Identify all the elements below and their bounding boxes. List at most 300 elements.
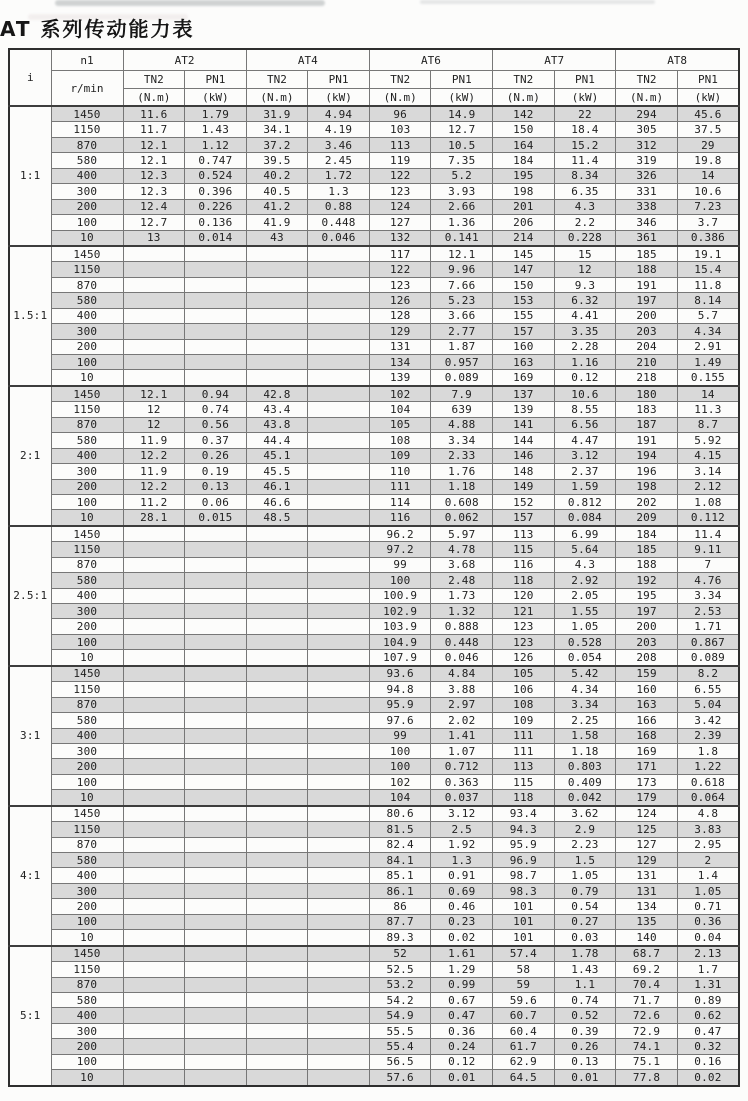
value-cell: 0.014 xyxy=(185,230,247,246)
value-cell xyxy=(123,308,185,323)
value-cell xyxy=(308,479,370,494)
table-row xyxy=(9,930,739,946)
value-cell xyxy=(123,930,185,946)
value-cell xyxy=(246,1008,308,1023)
value-cell: 12.1 xyxy=(123,386,185,402)
value-cell xyxy=(308,822,370,837)
value-cell xyxy=(185,790,247,806)
value-cell: 0.32 xyxy=(677,1039,739,1054)
value-cell xyxy=(308,899,370,914)
value-cell xyxy=(308,962,370,977)
value-cell: 194 xyxy=(616,448,678,463)
value-cell: 55.5 xyxy=(369,1023,431,1038)
value-cell: 96.9 xyxy=(493,853,555,868)
value-cell: 6.32 xyxy=(554,293,616,308)
value-cell: 93.6 xyxy=(369,666,431,682)
value-cell: 198 xyxy=(493,184,555,199)
value-cell xyxy=(246,883,308,898)
table-row xyxy=(9,479,739,494)
value-cell: 43.8 xyxy=(246,417,308,432)
value-cell: 106 xyxy=(493,682,555,697)
value-cell xyxy=(185,743,247,758)
value-cell: 147 xyxy=(493,262,555,277)
value-cell: 0.608 xyxy=(431,494,493,509)
value-cell: 14 xyxy=(677,386,739,402)
value-cell: 5.7 xyxy=(677,308,739,323)
value-cell xyxy=(123,914,185,929)
value-cell: 218 xyxy=(616,370,678,386)
value-cell: 1.73 xyxy=(431,588,493,603)
value-cell xyxy=(185,1008,247,1023)
value-cell: 0.02 xyxy=(431,930,493,946)
value-cell xyxy=(246,370,308,386)
value-cell: 201 xyxy=(493,199,555,214)
value-cell: 70.4 xyxy=(616,977,678,992)
speed-cell: 200 xyxy=(51,899,123,914)
value-cell xyxy=(246,899,308,914)
value-cell xyxy=(308,930,370,946)
table-row xyxy=(9,510,739,526)
value-cell: 77.8 xyxy=(616,1070,678,1086)
value-cell xyxy=(246,619,308,634)
value-cell: 122 xyxy=(369,168,431,183)
value-cell xyxy=(185,930,247,946)
speed-cell: 870 xyxy=(51,277,123,292)
value-cell: 0.03 xyxy=(554,930,616,946)
speed-cell: 400 xyxy=(51,588,123,603)
value-cell: 55.4 xyxy=(369,1039,431,1054)
speed-cell: 1450 xyxy=(51,246,123,262)
value-cell: 107.9 xyxy=(369,650,431,666)
value-cell: 183 xyxy=(616,402,678,417)
value-cell: 13 xyxy=(123,230,185,246)
value-cell: 180 xyxy=(616,386,678,402)
value-cell: 95.9 xyxy=(493,837,555,852)
value-cell xyxy=(308,977,370,992)
value-cell: 0.19 xyxy=(185,464,247,479)
value-cell xyxy=(246,868,308,883)
table-row xyxy=(9,713,739,728)
value-cell: 8.14 xyxy=(677,293,739,308)
value-cell xyxy=(308,526,370,542)
table-row xyxy=(9,137,739,152)
value-cell xyxy=(246,853,308,868)
value-cell xyxy=(246,682,308,697)
value-cell: 10.6 xyxy=(677,184,739,199)
value-cell: 0.13 xyxy=(554,1054,616,1069)
value-cell xyxy=(246,355,308,370)
value-cell: 14.9 xyxy=(431,106,493,122)
value-cell: 45.1 xyxy=(246,448,308,463)
value-cell: 5.23 xyxy=(431,293,493,308)
value-cell: 214 xyxy=(493,230,555,246)
value-cell xyxy=(123,743,185,758)
value-cell xyxy=(123,759,185,774)
value-cell: 3.66 xyxy=(431,308,493,323)
value-cell xyxy=(246,806,308,822)
header-pn1: PN1 xyxy=(185,71,247,89)
value-cell: 101 xyxy=(493,914,555,929)
value-cell: 94.8 xyxy=(369,682,431,697)
speed-cell: 300 xyxy=(51,883,123,898)
value-cell xyxy=(308,542,370,557)
value-cell xyxy=(308,728,370,743)
value-cell: 41.2 xyxy=(246,199,308,214)
value-cell: 5.97 xyxy=(431,526,493,542)
value-cell: 12.3 xyxy=(123,168,185,183)
value-cell: 0.04 xyxy=(677,930,739,946)
value-cell: 0.228 xyxy=(554,230,616,246)
value-cell: 1.18 xyxy=(554,743,616,758)
value-cell: 0.74 xyxy=(185,402,247,417)
value-cell: 34.1 xyxy=(246,122,308,137)
value-cell: 111 xyxy=(493,728,555,743)
value-cell: 100.9 xyxy=(369,588,431,603)
value-cell xyxy=(185,1070,247,1086)
value-cell: 157 xyxy=(493,510,555,526)
value-cell: 3.88 xyxy=(431,682,493,697)
value-cell: 206 xyxy=(493,215,555,230)
table-row xyxy=(9,168,739,183)
value-cell: 15.2 xyxy=(554,137,616,152)
value-cell: 2 xyxy=(677,853,739,868)
value-cell: 0.12 xyxy=(431,1054,493,1069)
value-cell xyxy=(185,355,247,370)
value-cell: 2.53 xyxy=(677,604,739,619)
value-cell: 11.7 xyxy=(123,122,185,137)
value-cell: 12.2 xyxy=(123,479,185,494)
value-cell: 0.618 xyxy=(677,774,739,789)
value-cell xyxy=(123,697,185,712)
value-cell xyxy=(123,899,185,914)
value-cell: 43.4 xyxy=(246,402,308,417)
value-cell: 5.42 xyxy=(554,666,616,682)
value-cell xyxy=(308,324,370,339)
table-row xyxy=(9,293,739,308)
value-cell: 94.3 xyxy=(493,822,555,837)
value-cell: 203 xyxy=(616,324,678,339)
value-cell: 118 xyxy=(493,573,555,588)
speed-cell: 1450 xyxy=(51,106,123,122)
value-cell xyxy=(308,339,370,354)
value-cell: 191 xyxy=(616,277,678,292)
value-cell: 0.046 xyxy=(431,650,493,666)
header-rmin: r/min xyxy=(51,71,123,107)
value-cell: 0.448 xyxy=(431,634,493,649)
value-cell: 37.5 xyxy=(677,122,739,137)
value-cell: 319 xyxy=(616,153,678,168)
speed-cell: 100 xyxy=(51,1054,123,1069)
value-cell: 12.1 xyxy=(123,137,185,152)
value-cell: 9.11 xyxy=(677,542,739,557)
ratio-cell: 3:1 xyxy=(9,666,51,806)
value-cell xyxy=(123,1039,185,1054)
header-group-at4: AT4 xyxy=(246,49,369,71)
speed-cell: 400 xyxy=(51,1008,123,1023)
speed-cell: 200 xyxy=(51,479,123,494)
header-tn2: TN2 xyxy=(616,71,678,89)
value-cell: 58 xyxy=(493,962,555,977)
value-cell: 142 xyxy=(493,106,555,122)
value-cell xyxy=(246,1054,308,1069)
value-cell: 123 xyxy=(493,634,555,649)
value-cell: 2.28 xyxy=(554,339,616,354)
speed-cell: 10 xyxy=(51,790,123,806)
value-cell: 208 xyxy=(616,650,678,666)
value-cell: 109 xyxy=(493,713,555,728)
value-cell xyxy=(308,946,370,962)
value-cell: 85.1 xyxy=(369,868,431,883)
value-cell: 0.94 xyxy=(185,386,247,402)
header-unit-kw: (kW) xyxy=(554,89,616,107)
value-cell: 163 xyxy=(616,697,678,712)
value-cell xyxy=(185,619,247,634)
value-cell xyxy=(123,339,185,354)
value-cell xyxy=(246,262,308,277)
value-cell: 195 xyxy=(616,588,678,603)
value-cell: 53.2 xyxy=(369,977,431,992)
value-cell: 96 xyxy=(369,106,431,122)
value-cell: 3.34 xyxy=(554,697,616,712)
value-cell: 0.396 xyxy=(185,184,247,199)
value-cell xyxy=(123,604,185,619)
value-cell xyxy=(123,355,185,370)
value-cell xyxy=(123,1070,185,1086)
value-cell: 166 xyxy=(616,713,678,728)
speed-cell: 300 xyxy=(51,184,123,199)
value-cell xyxy=(308,1023,370,1038)
value-cell: 149 xyxy=(493,479,555,494)
value-cell: 10.5 xyxy=(431,137,493,152)
value-cell: 96.2 xyxy=(369,526,431,542)
value-cell xyxy=(123,682,185,697)
value-cell: 3.14 xyxy=(677,464,739,479)
value-cell: 0.23 xyxy=(431,914,493,929)
value-cell: 72.9 xyxy=(616,1023,678,1038)
value-cell xyxy=(185,962,247,977)
value-cell: 2.39 xyxy=(677,728,739,743)
value-cell: 12.1 xyxy=(431,246,493,262)
value-cell: 1.31 xyxy=(677,977,739,992)
value-cell xyxy=(185,370,247,386)
scan-artifact xyxy=(420,0,655,4)
speed-cell: 10 xyxy=(51,650,123,666)
scan-artifact xyxy=(55,0,325,6)
value-cell: 6.35 xyxy=(554,184,616,199)
table-row xyxy=(9,1008,739,1023)
value-cell: 1.07 xyxy=(431,743,493,758)
value-cell xyxy=(308,433,370,448)
value-cell: 1.3 xyxy=(308,184,370,199)
value-cell: 0.386 xyxy=(677,230,739,246)
value-cell: 1.78 xyxy=(554,946,616,962)
value-cell: 100 xyxy=(369,573,431,588)
value-cell xyxy=(185,277,247,292)
value-cell: 338 xyxy=(616,199,678,214)
speed-cell: 1150 xyxy=(51,542,123,557)
speed-cell: 1150 xyxy=(51,822,123,837)
value-cell: 192 xyxy=(616,573,678,588)
value-cell: 4.88 xyxy=(431,417,493,432)
value-cell: 98.3 xyxy=(493,883,555,898)
value-cell xyxy=(308,619,370,634)
value-cell: 2.45 xyxy=(308,153,370,168)
value-cell: 4.76 xyxy=(677,573,739,588)
value-cell: 86.1 xyxy=(369,883,431,898)
value-cell: 2.33 xyxy=(431,448,493,463)
value-cell xyxy=(308,743,370,758)
value-cell: 2.5 xyxy=(431,822,493,837)
value-cell xyxy=(308,697,370,712)
table-row xyxy=(9,184,739,199)
header-ratio: i xyxy=(9,49,51,106)
value-cell xyxy=(123,946,185,962)
value-cell: 171 xyxy=(616,759,678,774)
value-cell: 116 xyxy=(493,557,555,572)
value-cell: 1.87 xyxy=(431,339,493,354)
value-cell: 59 xyxy=(493,977,555,992)
value-cell: 6.55 xyxy=(677,682,739,697)
value-cell: 0.26 xyxy=(185,448,247,463)
table-row xyxy=(9,355,739,370)
value-cell: 3.42 xyxy=(677,713,739,728)
value-cell: 150 xyxy=(493,277,555,292)
value-cell: 2.97 xyxy=(431,697,493,712)
value-cell xyxy=(123,806,185,822)
value-cell xyxy=(308,790,370,806)
value-cell: 184 xyxy=(616,526,678,542)
value-cell xyxy=(308,588,370,603)
value-cell: 127 xyxy=(369,215,431,230)
header-tn2: TN2 xyxy=(246,71,308,89)
value-cell: 3.34 xyxy=(431,433,493,448)
value-cell xyxy=(246,1039,308,1054)
speed-cell: 300 xyxy=(51,1023,123,1038)
value-cell xyxy=(185,634,247,649)
value-cell: 45.5 xyxy=(246,464,308,479)
value-cell xyxy=(308,868,370,883)
value-cell xyxy=(308,853,370,868)
value-cell: 123 xyxy=(369,277,431,292)
value-cell xyxy=(308,1039,370,1054)
speed-cell: 580 xyxy=(51,573,123,588)
table-row xyxy=(9,962,739,977)
value-cell: 0.02 xyxy=(677,1070,739,1086)
speed-cell: 10 xyxy=(51,1070,123,1086)
value-cell: 120 xyxy=(493,588,555,603)
value-cell: 71.7 xyxy=(616,992,678,1007)
value-cell: 108 xyxy=(493,697,555,712)
value-cell xyxy=(123,1023,185,1038)
value-cell: 54.2 xyxy=(369,992,431,1007)
value-cell: 0.888 xyxy=(431,619,493,634)
value-cell: 111 xyxy=(369,479,431,494)
speed-cell: 100 xyxy=(51,494,123,509)
speed-cell: 300 xyxy=(51,743,123,758)
value-cell: 5.92 xyxy=(677,433,739,448)
value-cell xyxy=(308,277,370,292)
value-cell: 134 xyxy=(369,355,431,370)
value-cell: 3.46 xyxy=(308,137,370,152)
value-cell: 200 xyxy=(616,619,678,634)
value-cell xyxy=(123,1008,185,1023)
table-row xyxy=(9,433,739,448)
value-cell xyxy=(185,946,247,962)
value-cell xyxy=(185,806,247,822)
value-cell xyxy=(123,774,185,789)
value-cell: 305 xyxy=(616,122,678,137)
header-unit-kw: (kW) xyxy=(677,89,739,107)
value-cell: 4.34 xyxy=(677,324,739,339)
value-cell xyxy=(246,822,308,837)
speed-cell: 400 xyxy=(51,168,123,183)
value-cell: 113 xyxy=(369,137,431,152)
value-cell: 129 xyxy=(369,324,431,339)
value-cell: 196 xyxy=(616,464,678,479)
value-cell: 114 xyxy=(369,494,431,509)
value-cell: 12.7 xyxy=(123,215,185,230)
value-cell: 7 xyxy=(677,557,739,572)
capacity-table xyxy=(8,48,740,1087)
value-cell: 40.5 xyxy=(246,184,308,199)
value-cell: 0.747 xyxy=(185,153,247,168)
value-cell: 145 xyxy=(493,246,555,262)
value-cell: 54.9 xyxy=(369,1008,431,1023)
value-cell xyxy=(308,262,370,277)
value-cell xyxy=(185,573,247,588)
value-cell: 45.6 xyxy=(677,106,739,122)
value-cell: 1.61 xyxy=(431,946,493,962)
value-cell: 169 xyxy=(493,370,555,386)
value-cell xyxy=(308,634,370,649)
value-cell: 31.9 xyxy=(246,106,308,122)
value-cell: 1.58 xyxy=(554,728,616,743)
value-cell: 146 xyxy=(493,448,555,463)
value-cell: 116 xyxy=(369,510,431,526)
value-cell xyxy=(246,930,308,946)
value-cell: 1.8 xyxy=(677,743,739,758)
value-cell: 0.13 xyxy=(185,479,247,494)
value-cell: 0.06 xyxy=(185,494,247,509)
value-cell: 100 xyxy=(369,743,431,758)
value-cell: 57.4 xyxy=(493,946,555,962)
table-header xyxy=(9,49,739,106)
value-cell: 2.66 xyxy=(431,199,493,214)
value-cell: 188 xyxy=(616,557,678,572)
value-cell xyxy=(185,650,247,666)
table-row xyxy=(9,946,739,962)
header-group-at6: AT6 xyxy=(369,49,492,71)
value-cell: 1.29 xyxy=(431,962,493,977)
value-cell xyxy=(308,293,370,308)
value-cell: 157 xyxy=(493,324,555,339)
value-cell: 104 xyxy=(369,790,431,806)
speed-cell: 200 xyxy=(51,339,123,354)
value-cell xyxy=(246,308,308,323)
value-cell: 202 xyxy=(616,494,678,509)
table-row xyxy=(9,277,739,292)
speed-cell: 1150 xyxy=(51,682,123,697)
value-cell xyxy=(246,526,308,542)
value-cell xyxy=(185,853,247,868)
value-cell: 2.37 xyxy=(554,464,616,479)
value-cell xyxy=(246,713,308,728)
table-row xyxy=(9,153,739,168)
value-cell xyxy=(123,262,185,277)
value-cell: 0.69 xyxy=(431,883,493,898)
value-cell: 11.4 xyxy=(554,153,616,168)
value-cell: 7.66 xyxy=(431,277,493,292)
